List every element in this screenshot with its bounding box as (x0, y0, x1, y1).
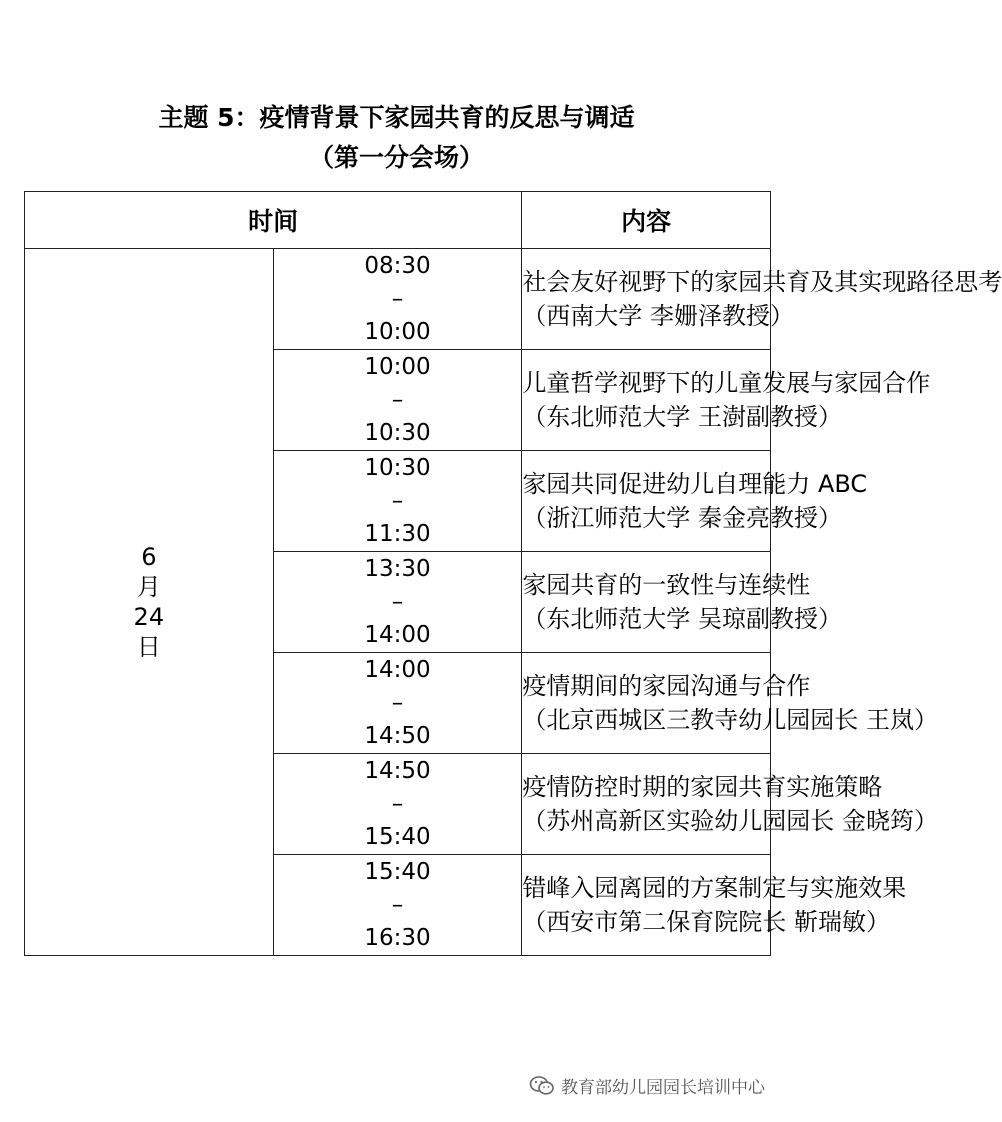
end-time: 16:30 (364, 924, 431, 951)
date-part: 6 (141, 543, 157, 571)
session-speaker: （苏州高新区实验幼儿园园长 金晓筠） (522, 807, 938, 835)
time-cell (273, 552, 522, 653)
time-cell (273, 451, 522, 552)
time-dash: – (391, 588, 404, 615)
watermark (529, 1073, 765, 1098)
time-cell (273, 350, 522, 451)
start-time: 14:00 (364, 656, 431, 683)
date-part: 月 (136, 573, 161, 601)
date-part: 24 (133, 603, 165, 631)
content-cell (522, 249, 1002, 350)
start-time: 08:30 (364, 252, 431, 279)
end-time: 14:50 (364, 722, 431, 749)
time-dash: – (391, 285, 404, 312)
page-subtitle: （第一分会场） (308, 143, 484, 172)
table-row (25, 249, 771, 350)
time-cell (273, 653, 522, 754)
content-cell (522, 855, 907, 956)
header-content: 内容 (522, 192, 771, 249)
start-time: 13:30 (364, 555, 431, 582)
time-cell (273, 754, 522, 855)
time-dash: – (391, 790, 404, 817)
start-time: 10:00 (364, 353, 431, 380)
end-time: 15:40 (364, 823, 431, 850)
time-dash: – (391, 487, 404, 514)
page-title: 主题 5：疫情背景下家园共育的反思与调适 (158, 103, 635, 132)
session-speaker: （浙江师范大学 秦金亮教授） (522, 504, 842, 532)
session-topic: 家园共同促进幼儿自理能力 ABC (522, 470, 868, 498)
time-dash: – (391, 891, 404, 918)
content-cell (522, 451, 868, 552)
session-topic: 疫情防控时期的家园共育实施策略 (522, 773, 883, 801)
date-cell (25, 249, 274, 956)
watermark-text: 教育部幼儿园园长培训中心 (561, 1078, 765, 1098)
schedule-table (24, 191, 1002, 956)
content-cell (522, 653, 938, 754)
content-cell (522, 754, 938, 855)
end-time: 14:00 (364, 621, 431, 648)
session-topic: 儿童哲学视野下的儿童发展与家园合作 (522, 369, 931, 397)
content-cell (522, 350, 931, 451)
end-time: 10:30 (364, 419, 431, 446)
content-cell (522, 552, 842, 653)
time-cell (273, 249, 522, 350)
session-speaker: （西南大学 李姗泽教授） (522, 302, 794, 330)
session-topic: 错峰入园离园的方案制定与实施效果 (522, 874, 907, 902)
end-time: 10:00 (364, 318, 431, 345)
start-time: 14:50 (364, 757, 431, 784)
time-dash: – (391, 386, 404, 413)
table-header-row (25, 192, 771, 249)
session-speaker: （东北师范大学 王澍副教授） (522, 403, 842, 431)
end-time: 11:30 (364, 520, 431, 547)
header-time: 时间 (25, 192, 522, 249)
session-topic: 家园共育的一致性与连续性 (522, 571, 811, 599)
start-time: 10:30 (364, 454, 431, 481)
session-topic: 社会友好视野下的家园共育及其实现路径思考 (522, 268, 1002, 296)
session-speaker: （东北师范大学 吴琼副教授） (522, 605, 842, 633)
time-cell (273, 855, 522, 956)
start-time: 15:40 (364, 858, 431, 885)
session-speaker: （北京西城区三教寺幼儿园园长 王岚） (522, 706, 938, 734)
session-topic: 疫情期间的家园沟通与合作 (522, 672, 811, 700)
date-part: 日 (136, 633, 161, 661)
time-dash: – (391, 689, 404, 716)
wechat-icon (529, 1075, 555, 1097)
session-speaker: （西安市第二保育院院长 靳瑞敏） (522, 908, 890, 936)
